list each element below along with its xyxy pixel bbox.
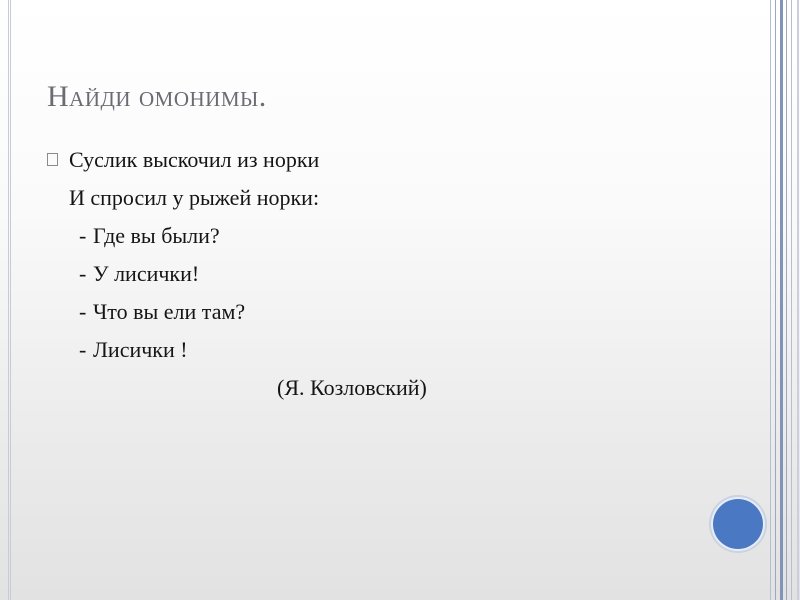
- left-border-decoration: [8, 0, 11, 600]
- right-stripe-decoration: [770, 0, 800, 600]
- poem-line-text: Суслик выскочил из норки: [69, 147, 320, 172]
- stripe-line: [791, 0, 792, 600]
- stripe-line: [770, 0, 771, 600]
- poem-line: [47, 298, 727, 336]
- stripe-line: [797, 0, 799, 600]
- dialogue-dash: -: [79, 223, 87, 248]
- dialogue-dash: -: [79, 299, 87, 324]
- poem-line-text: Лисички !: [93, 337, 188, 362]
- poem-line: [47, 336, 727, 374]
- stripe-line: [786, 0, 787, 600]
- slide-body: [47, 146, 727, 412]
- poem-line-text: И спросил у рыжей норки:: [69, 185, 320, 210]
- author-line: [47, 374, 727, 412]
- poem-line: [47, 146, 727, 184]
- poem-line-text: У лисички!: [93, 261, 200, 286]
- poem-line: [47, 222, 727, 260]
- author-attribution: (Я. Козловский): [277, 375, 427, 400]
- poem-line: [47, 184, 727, 222]
- dialogue-dash: -: [79, 337, 87, 362]
- stripe-line: [775, 0, 776, 600]
- square-bullet-icon: [47, 153, 58, 166]
- poem-line-text: Что вы ели там?: [93, 299, 246, 324]
- blue-circle-icon: [713, 499, 763, 549]
- slide-title: Найди омонимы.: [47, 80, 267, 113]
- poem-line: [47, 260, 727, 298]
- stripe-line: [780, 0, 783, 600]
- dialogue-dash: -: [79, 261, 87, 286]
- poem-line-text: Где вы были?: [93, 223, 220, 248]
